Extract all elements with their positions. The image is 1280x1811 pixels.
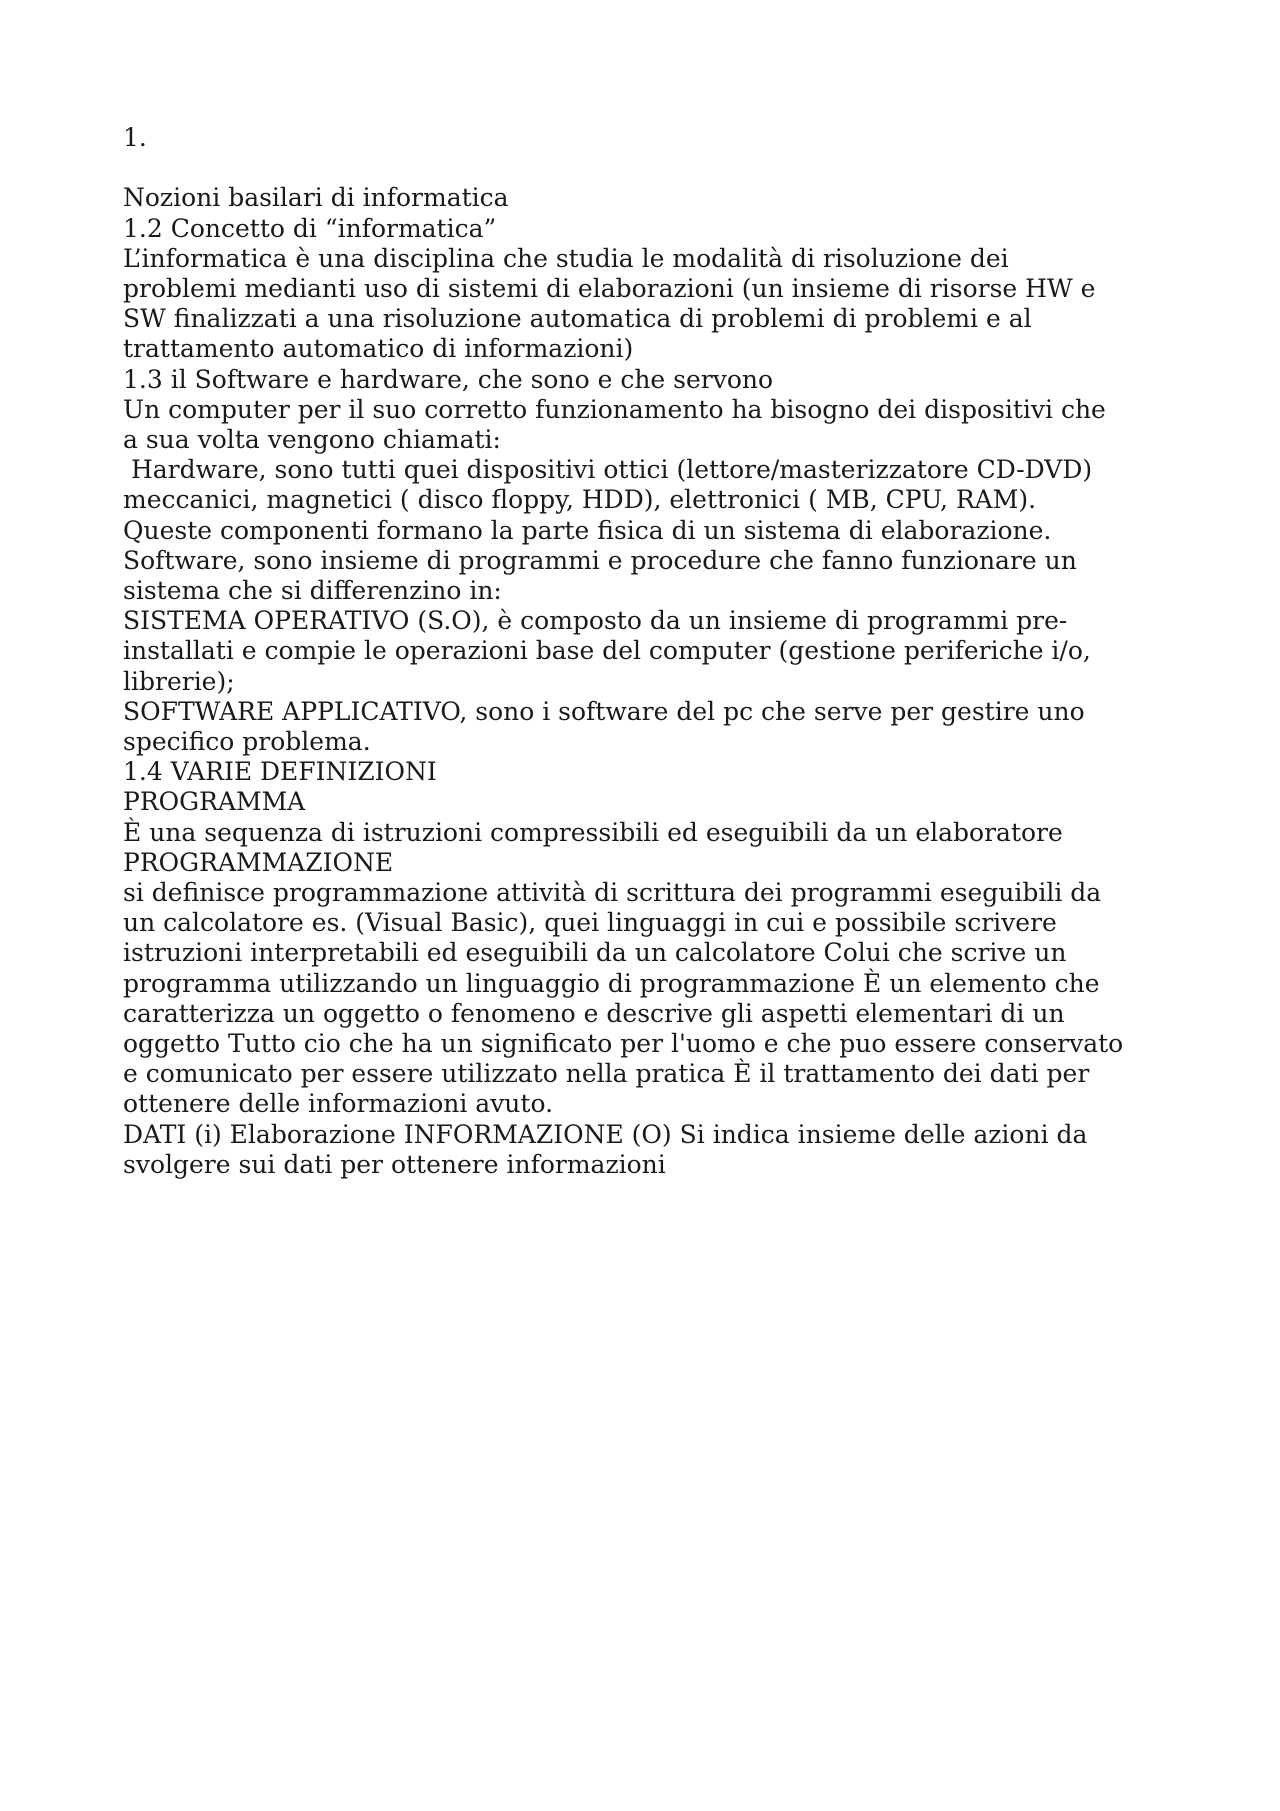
text-line: programma utilizzando un linguaggio di programmazione È un elemento che: [123, 968, 1100, 998]
text-line: 1.4 VARIE DEFINIZIONI: [123, 757, 437, 787]
text-line: meccanici, magnetici ( disco floppy, HDD), elettronici ( MB, CPU, RAM).: [123, 485, 1037, 515]
text-line: si definisce programmazione attività di scrittura dei programmi eseguibili da: [123, 878, 1102, 908]
text-line: e comunicato per essere utilizzato nella pratica È il trattamento dei dati per: [123, 1059, 1090, 1089]
text-line: Queste componenti formano la parte fisica di un sistema di elaborazione.: [123, 515, 1052, 545]
text-line: È una sequenza di istruzioni compressibili ed eseguibili da un elaboratore: [123, 817, 1063, 847]
text-line: DATI (i) Elaborazione INFORMAZIONE (O) Si indica insieme delle azioni da: [123, 1119, 1088, 1149]
text-line: sistema che si differenzino in:: [123, 576, 502, 606]
text-line: a sua volta vengono chiamati:: [123, 425, 501, 455]
text-line: PROGRAMMA: [123, 787, 306, 817]
text-line: librerie);: [123, 666, 235, 696]
text-line: SOFTWARE APPLICATIVO, sono i software del pc che serve per gestire uno: [123, 696, 1085, 726]
text-line: Hardware, sono tutti quei dispositivi ottici (lettore/masterizzatore CD-DVD): [123, 455, 1093, 485]
text-line: istruzioni interpretabili ed eseguibili da un calcolatore Colui che scrive un: [123, 938, 1067, 968]
text-line: SW finalizzati a una risoluzione automatica di problemi di problemi e al: [123, 304, 1032, 334]
text-line: L’informatica è una disciplina che studia le modalità di risoluzione dei: [123, 243, 1009, 273]
text-line: un calcolatore es. (Visual Basic), quei linguaggi in cui e possibile scrivere: [123, 908, 1057, 938]
text-line: 1.: [123, 123, 147, 152]
text-line: SISTEMA OPERATIVO (S.O), è composto da un insieme di programmi pre-: [123, 606, 1068, 636]
text-line: ottenere delle informazioni avuto.: [123, 1089, 554, 1119]
text-line: Un computer per il suo corretto funzionamento ha bisogno dei dispositivi che: [123, 394, 1106, 424]
text-line: svolgere sui dati per ottenere informazioni: [123, 1149, 666, 1179]
text-line: PROGRAMMAZIONE: [123, 847, 394, 877]
document-body: [123, 123, 1183, 1180]
text-line: trattamento automatico di informazioni): [123, 334, 634, 364]
text-line: specifico problema.: [123, 727, 371, 757]
text-line: 1.3 il Software e hardware, che sono e che servono: [123, 364, 774, 394]
text-line: oggetto Tutto cio che ha un significato per l'uomo e che puo essere conservato: [123, 1029, 1124, 1059]
text-line: Nozioni basilari di informatica: [123, 183, 509, 213]
text-line: problemi medianti uso di sistemi di elaborazioni (un insieme di risorse HW e: [123, 274, 1096, 303]
text-line: 1.2 Concetto di “informatica”: [123, 213, 497, 243]
text-line: Software, sono insieme di programmi e procedure che fanno funzionare un: [123, 545, 1077, 575]
text-line: caratterizza un oggetto o fenomeno e descrive gli aspetti elementari di un: [123, 998, 1065, 1028]
blank-line: [123, 153, 1183, 183]
text-line: installati e compie le operazioni base del computer (gestione periferiche i/o,: [123, 636, 1091, 666]
